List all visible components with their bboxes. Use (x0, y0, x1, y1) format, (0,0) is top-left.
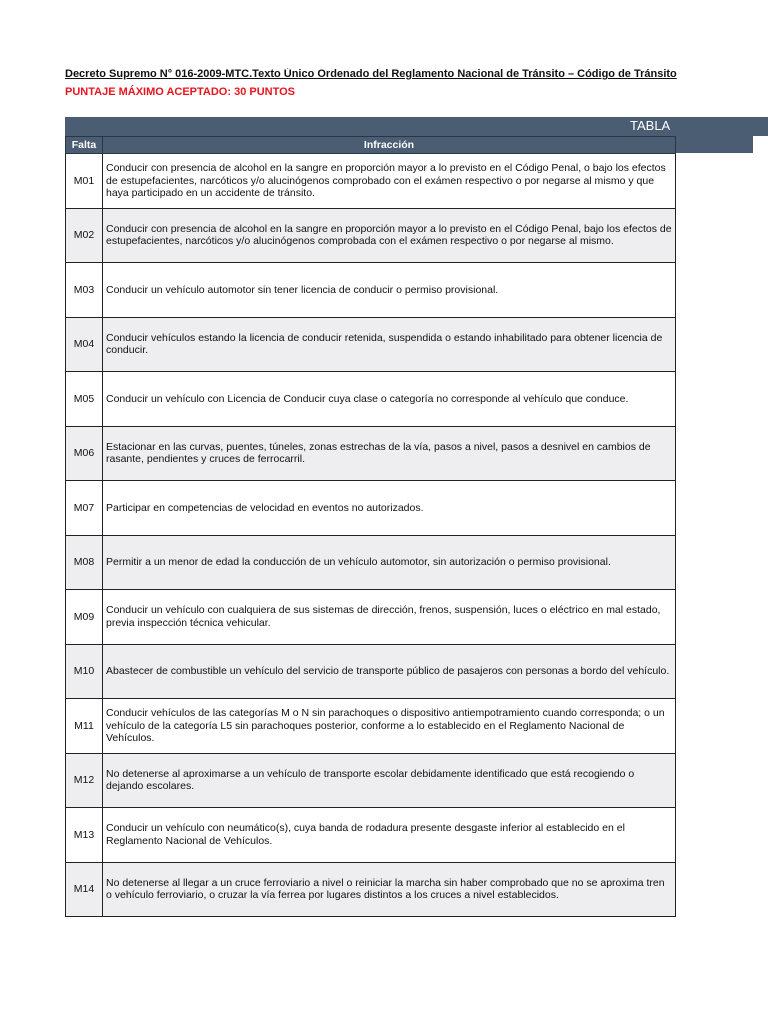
infraction-description: Conducir un vehículo con cualquiera de sus sistemas de dirección, frenos, suspensión, luces o eléctrico en mal estado, previa inspección técnica vehicular. (103, 590, 676, 645)
infraction-code: M03 (66, 263, 103, 318)
infraction-description: Permitir a un menor de edad la conducción de un vehículo automotor, sin autorización o permiso provisional. (103, 535, 676, 590)
infraction-description: Conducir un vehículo con neumático(s), cuya banda de rodadura presente desgaste inferior al establecido en el Reglamento Nacional de Vehículos. (103, 808, 676, 863)
table-row (66, 753, 676, 808)
column-header-falta: Falta (66, 137, 103, 154)
document-title: Decreto Supremo N° 016-2009-MTC.Texto Único Ordenado del Reglamento Nacional de Tránsito – Código de Tránsito (65, 68, 677, 80)
infraction-description: Participar en competencias de velocidad en eventos no autorizados. (103, 481, 676, 536)
table-row (66, 535, 676, 590)
infraction-description: Conducir vehículos estando la licencia de conducir retenida, suspendida o estando inhabilitado para obtener licencia de conducir. (103, 317, 676, 372)
infraction-code: M02 (66, 208, 103, 263)
table-row (66, 481, 676, 536)
infraction-code: M14 (66, 862, 103, 917)
table-row (66, 644, 676, 699)
table-header-band-extension (675, 117, 753, 153)
column-header-infraccion: Infracción (103, 137, 676, 154)
infraction-description: Conducir con presencia de alcohol en la sangre en proporción mayor a lo previsto en el Código Penal, o bajo los efectos de estupefacientes, narcóticos y/o alucinógenos comprobado con el exámen respectivo o por negarse al mismo y que haya participado en un accidente de tránsito. (103, 154, 676, 209)
table-row (66, 208, 676, 263)
infraction-code: M11 (66, 699, 103, 754)
table-row (66, 699, 676, 754)
infraction-description: No detenerse al llegar a un cruce ferroviario a nivel o reiniciar la marcha sin haber comprobado que no se aproxima tren o vehículo ferroviario, o cruzar la vía ferrea por lugares distintos a los cruces a nivel establecidos. (103, 862, 676, 917)
infraction-description: Conducir un vehículo automotor sin tener licencia de conducir o permiso provisional. (103, 263, 676, 318)
table-section-label: TABLA (630, 118, 671, 133)
infraction-code: M01 (66, 154, 103, 209)
infraction-code: M10 (66, 644, 103, 699)
table-row (66, 590, 676, 645)
infraction-code: M09 (66, 590, 103, 645)
table-row (66, 317, 676, 372)
table-row (66, 862, 676, 917)
infraction-code: M06 (66, 426, 103, 481)
max-points-notice: PUNTAJE MÁXIMO ACEPTADO: 30 PUNTOS (65, 86, 296, 98)
infraction-description: Conducir vehículos de las categorías M o N sin parachoques o dispositivo antiempotramiento cuando corresponda; o un vehículo de la categoría L5 sin parachoques posterior, conforme a lo establecido en el Reglamento Nacional de Vehículos. (103, 699, 676, 754)
infraction-code: M08 (66, 535, 103, 590)
infraction-code: M12 (66, 753, 103, 808)
infraction-code: M13 (66, 808, 103, 863)
table-row (66, 154, 676, 209)
infraction-description: Estacionar en las curvas, puentes, túneles, zonas estrechas de la vía, pasos a nivel, pasos a desnivel en cambios de rasante, pendientes y cruces de ferrocarril. (103, 426, 676, 481)
table-row (66, 808, 676, 863)
table-row (66, 426, 676, 481)
infraction-description: No detenerse al aproximarse a un vehículo de transporte escolar debidamente identificado que está recogiendo o dejando escolares. (103, 753, 676, 808)
infraction-code: M05 (66, 372, 103, 427)
table-row (66, 263, 676, 318)
infractions-table (65, 136, 676, 917)
infraction-code: M07 (66, 481, 103, 536)
table-row (66, 372, 676, 427)
infraction-description: Conducir un vehículo con Licencia de Conducir cuya clase o categoría no corresponde al vehículo que conduce. (103, 372, 676, 427)
infraction-code: M04 (66, 317, 103, 372)
infraction-description: Conducir con presencia de alcohol en la sangre en proporción mayor a lo previsto en el Código Penal, bajo los efectos de estupefacientes, narcóticos y/o alucinógenos comprobada con el exámen respectivo o por negarse al mismo. (103, 208, 676, 263)
infraction-description: Abastecer de combustible un vehículo del servicio de transporte público de pasajeros con personas a bordo del vehículo. (103, 644, 676, 699)
